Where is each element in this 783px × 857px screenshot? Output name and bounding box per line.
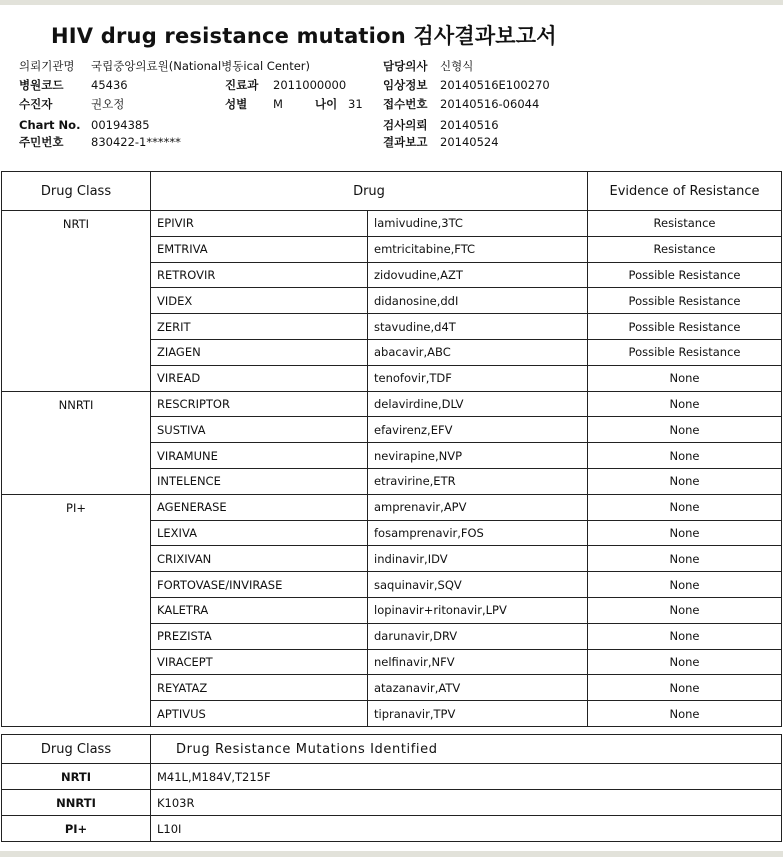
- evidence-cell: None: [588, 675, 782, 701]
- evidence-cell: None: [588, 417, 782, 443]
- evidence-cell: None: [588, 701, 782, 727]
- brand-name-cell: VIRACEPT: [151, 649, 368, 675]
- evidence-cell: None: [588, 649, 782, 675]
- generic-name-cell: didanosine,ddI: [368, 288, 588, 314]
- brand-name-cell: ZERIT: [151, 314, 368, 340]
- request-date-value: 20140516: [440, 118, 499, 132]
- mutations-header-row: [2, 735, 782, 764]
- generic-name-cell: efavirenz,EFV: [368, 417, 588, 443]
- table-row: [2, 790, 782, 816]
- hospital-code-value: 45436: [91, 78, 128, 92]
- evidence-cell: None: [588, 365, 782, 391]
- mutations-identified-header: Drug Resistance Mutations Identified: [151, 735, 782, 764]
- evidence-cell: None: [588, 572, 782, 598]
- age-label: 나이: [315, 97, 338, 111]
- brand-name-cell: RETROVIR: [151, 262, 368, 288]
- mutation-class-cell: NRTI: [2, 764, 151, 790]
- generic-name-cell: saquinavir,SQV: [368, 572, 588, 598]
- department-value: 2011000000: [273, 78, 347, 92]
- table-header-row: [2, 172, 782, 211]
- hospital-code-label: 병원코드: [19, 78, 64, 92]
- mutations-table: [1, 734, 782, 842]
- generic-name-cell: nelfinavir,NFV: [368, 649, 588, 675]
- brand-name-cell: AGENERASE: [151, 494, 368, 520]
- mutation-list-cell: K103R: [151, 790, 782, 816]
- evidence-cell: None: [588, 494, 782, 520]
- clinical-info-value: 20140516E100270: [440, 78, 550, 92]
- doctor-label: 담당의사: [383, 59, 428, 73]
- brand-name-cell: INTELENCE: [151, 468, 368, 494]
- generic-name-cell: stavudine,d4T: [368, 314, 588, 340]
- brand-name-cell: CRIXIVAN: [151, 546, 368, 572]
- chart-no-value: 00194385: [91, 118, 150, 132]
- brand-name-cell: VIDEX: [151, 288, 368, 314]
- institution-value: 국립중앙의료원(National병동ical Center): [91, 59, 310, 73]
- evidence-header: Evidence of Resistance: [588, 172, 782, 211]
- mutations-class-header: Drug Class: [2, 735, 151, 764]
- table-row: [2, 816, 782, 842]
- mutation-class-cell: PI+: [2, 816, 151, 842]
- generic-name-cell: tenofovir,TDF: [368, 365, 588, 391]
- generic-name-cell: delavirdine,DLV: [368, 391, 588, 417]
- generic-name-cell: nevirapine,NVP: [368, 443, 588, 469]
- brand-name-cell: LEXIVA: [151, 520, 368, 546]
- drug-class-header: Drug Class: [2, 172, 151, 211]
- generic-name-cell: zidovudine,AZT: [368, 262, 588, 288]
- brand-name-cell: EPIVIR: [151, 211, 368, 237]
- age-value: 31: [348, 97, 363, 111]
- clinical-info-label: 임상정보: [383, 78, 428, 92]
- evidence-cell: Possible Resistance: [588, 288, 782, 314]
- receipt-no-label: 접수번호: [383, 97, 428, 111]
- table-row: [2, 764, 782, 790]
- generic-name-cell: atazanavir,ATV: [368, 675, 588, 701]
- evidence-cell: None: [588, 391, 782, 417]
- report-title: HIV drug resistance mutation 검사결과보고서: [51, 24, 557, 48]
- mutation-list-cell: M41L,M184V,T215F: [151, 764, 782, 790]
- evidence-cell: Resistance: [588, 211, 782, 237]
- brand-name-cell: KALETRA: [151, 597, 368, 623]
- generic-name-cell: fosamprenavir,FOS: [368, 520, 588, 546]
- drug-class-cell: PI+: [2, 494, 151, 726]
- generic-name-cell: emtricitabine,FTC: [368, 236, 588, 262]
- brand-name-cell: ZIAGEN: [151, 339, 368, 365]
- sex-label: 성별: [225, 97, 248, 111]
- generic-name-cell: tipranavir,TPV: [368, 701, 588, 727]
- brand-name-cell: VIRAMUNE: [151, 443, 368, 469]
- table-row: [2, 391, 782, 417]
- top-frame-border: [0, 0, 783, 5]
- brand-name-cell: REYATAZ: [151, 675, 368, 701]
- request-date-label: 검사의뢰: [383, 118, 428, 132]
- mutation-list-cell: L10I: [151, 816, 782, 842]
- mutations-table-body: [2, 764, 782, 842]
- evidence-cell: Possible Resistance: [588, 314, 782, 340]
- chart-no-label: Chart No.: [19, 118, 81, 132]
- receipt-no-value: 20140516-06044: [440, 97, 540, 111]
- evidence-cell: None: [588, 597, 782, 623]
- mutation-class-cell: NNRTI: [2, 790, 151, 816]
- sex-value: M: [273, 97, 283, 111]
- brand-name-cell: SUSTIVA: [151, 417, 368, 443]
- patient-label: 수진자: [19, 97, 53, 111]
- patient-value: 권오정: [91, 97, 125, 111]
- drug-class-cell: NNRTI: [2, 391, 151, 494]
- generic-name-cell: amprenavir,APV: [368, 494, 588, 520]
- drug-resistance-table: [1, 171, 782, 727]
- table-row: [2, 494, 782, 520]
- evidence-cell: Resistance: [588, 236, 782, 262]
- department-label: 진료과: [225, 78, 259, 92]
- bottom-frame-border: [0, 851, 783, 857]
- drug-class-cell: NRTI: [2, 211, 151, 392]
- report-date-value: 20140524: [440, 135, 499, 149]
- id-number-label: 주민번호: [19, 135, 64, 149]
- id-number-value: 830422-1******: [91, 135, 181, 149]
- brand-name-cell: RESCRIPTOR: [151, 391, 368, 417]
- generic-name-cell: etravirine,ETR: [368, 468, 588, 494]
- evidence-cell: None: [588, 443, 782, 469]
- brand-name-cell: PREZISTA: [151, 623, 368, 649]
- evidence-cell: Possible Resistance: [588, 339, 782, 365]
- report-date-label: 결과보고: [383, 135, 428, 149]
- brand-name-cell: EMTRIVA: [151, 236, 368, 262]
- evidence-cell: None: [588, 520, 782, 546]
- generic-name-cell: abacavir,ABC: [368, 339, 588, 365]
- institution-label: 의뢰기관명: [19, 59, 75, 73]
- brand-name-cell: FORTOVASE/INVIRASE: [151, 572, 368, 598]
- evidence-cell: None: [588, 623, 782, 649]
- generic-name-cell: darunavir,DRV: [368, 623, 588, 649]
- drug-header: Drug: [151, 172, 588, 211]
- table-row: [2, 211, 782, 237]
- generic-name-cell: indinavir,IDV: [368, 546, 588, 572]
- brand-name-cell: APTIVUS: [151, 701, 368, 727]
- evidence-cell: None: [588, 546, 782, 572]
- evidence-cell: Possible Resistance: [588, 262, 782, 288]
- brand-name-cell: VIREAD: [151, 365, 368, 391]
- doctor-value: 신형식: [440, 59, 474, 73]
- generic-name-cell: lopinavir+ritonavir,LPV: [368, 597, 588, 623]
- evidence-cell: None: [588, 468, 782, 494]
- drug-table-body: [2, 211, 782, 727]
- generic-name-cell: lamivudine,3TC: [368, 211, 588, 237]
